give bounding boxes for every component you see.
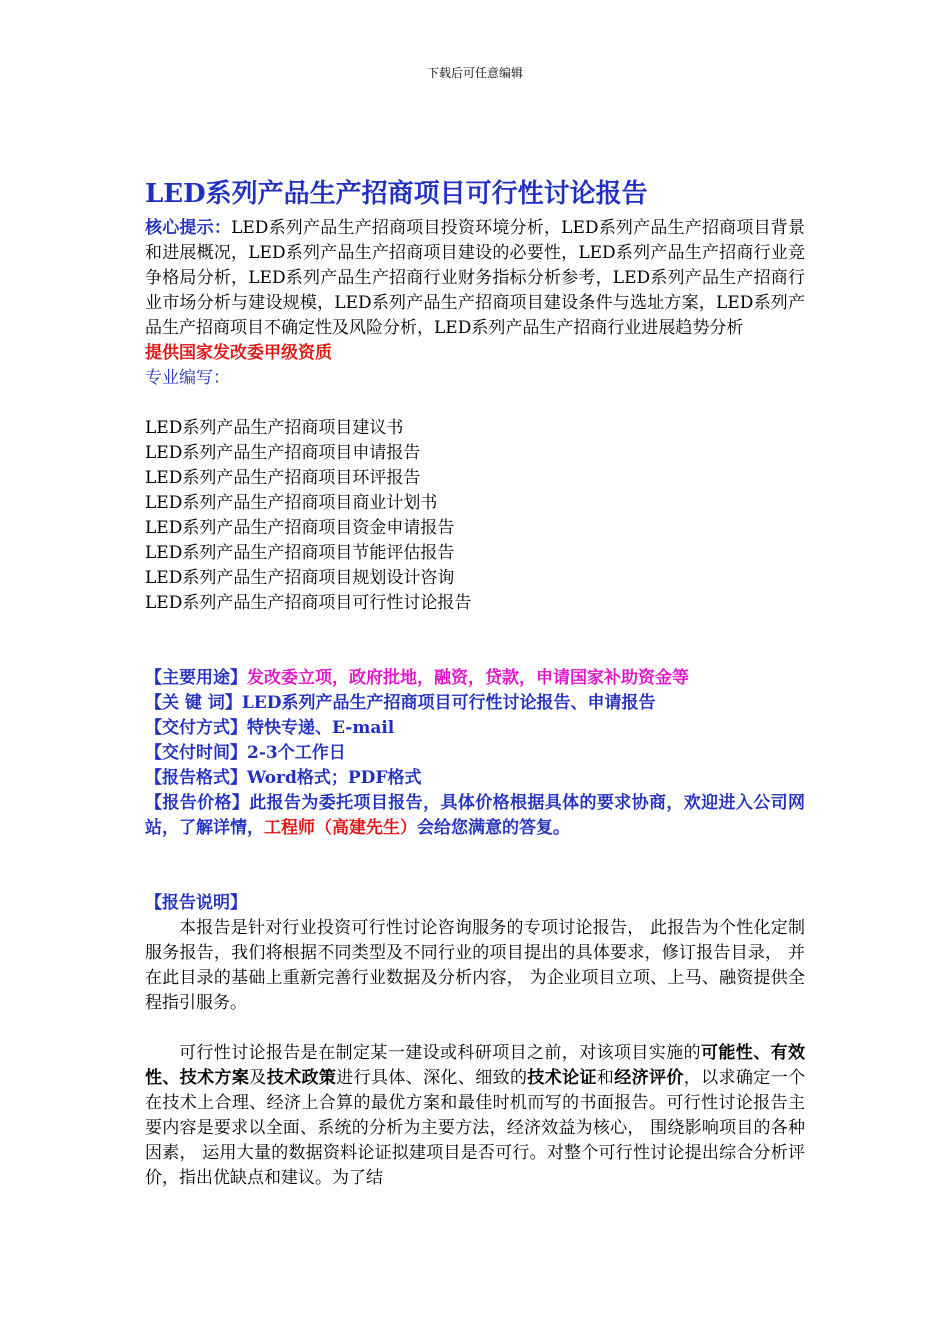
page-title: LED系列产品生产招商项目可行性讨论报告 bbox=[145, 179, 648, 209]
list-item: LED系列产品生产招商项目环评报告 bbox=[145, 468, 421, 488]
para2-bold-6: 经济评价 bbox=[614, 1068, 684, 1088]
keywords-value: LED系列产品生产招商项目可行性讨论报告、申请报告 bbox=[241, 693, 656, 713]
info-usage bbox=[145, 666, 805, 691]
report-type-list bbox=[145, 416, 805, 616]
info-keywords bbox=[145, 691, 805, 716]
professional-label: 专业编写： bbox=[145, 368, 230, 388]
list-item: LED系列产品生产招商项目资金申请报告 bbox=[145, 518, 455, 538]
list-item: LED系列产品生产招商项目节能评估报告 bbox=[145, 543, 455, 563]
info-time bbox=[145, 741, 805, 766]
info-section bbox=[145, 666, 805, 841]
list-item: LED系列产品生产招商项目商业计划书 bbox=[145, 493, 438, 513]
price-value-engineer: 工程师（高建先生） bbox=[264, 818, 417, 838]
price-value-1: 此报告为委托项目报告，具体价格根据具体的要求协商，欢迎进入公司网站，了解详情， bbox=[145, 793, 806, 838]
usage-label: 【主要用途】 bbox=[145, 668, 247, 688]
delivery-label: 【交付方式】 bbox=[145, 718, 247, 738]
keywords-label: 【关 键 词】 bbox=[145, 693, 242, 713]
qualification-text: 提供国家发改委甲级资质 bbox=[145, 343, 332, 363]
info-price bbox=[145, 791, 805, 841]
report-desc-label: 【报告说明】 bbox=[145, 893, 247, 913]
para2-sep-1: 、 bbox=[753, 1043, 771, 1063]
header-note: 下载后可任意编辑 bbox=[426, 66, 523, 80]
para2-sep-4: 和 bbox=[596, 1068, 615, 1088]
format-label: 【报告格式】 bbox=[145, 768, 247, 788]
core-tip-label: 核心提示： bbox=[145, 218, 232, 238]
para2-text-c: 进行具体、深化、细致的 bbox=[336, 1068, 528, 1088]
time-value: 2-3个工作日 bbox=[247, 743, 346, 763]
document-body bbox=[145, 176, 805, 1191]
report-desc-para1: 本报告是针对行业投资可行性讨论咨询服务的专项讨论报告， 此报告为个性化定制服务报告，我们将根据不同类型及不同行业的项目提出的具体要求，修订报告目录， 并在此目录的基础上重新完善行业数据及分析内容， 为企业项目立项、上马、融资提供全程指引服务。 bbox=[145, 918, 805, 1013]
para2-bold-2: 有效性 bbox=[145, 1043, 806, 1088]
core-tip bbox=[145, 216, 805, 341]
list-item: LED系列产品生产招商项目规划设计咨询 bbox=[145, 568, 455, 588]
para2-bold-4: 技术政策 bbox=[266, 1068, 337, 1088]
delivery-value: 特快专递、E-mail bbox=[247, 718, 395, 738]
para2-text-d: ，以求确定一个在技术上合理、经济上合算的最优方案和最佳时机而写的书面报告。可行性讨论报告主要内容是要求以全面、系统的分析为主要方法，经济效益为核心， 围绕影响项目的各种因素， 运用大量的数据资料论证拟建项目是否可行。对整个可行性讨论提出综合分析评价，指出优缺点和建议。为了结 bbox=[145, 1068, 806, 1188]
para2-text-a: 可行性讨论报告是在制定某一建设或科研项目之前，对该项目实施的 bbox=[179, 1043, 701, 1063]
info-delivery bbox=[145, 716, 805, 741]
time-label: 【交付时间】 bbox=[145, 743, 247, 763]
price-value-2: 会给您满意的答复。 bbox=[417, 818, 570, 838]
usage-value: 发改委立项，政府批地，融资，贷款，申请国家补助资金等 bbox=[247, 668, 689, 688]
price-label: 【报告价格】 bbox=[145, 793, 250, 813]
core-tip-text: LED系列产品生产招商项目投资环境分析，LED系列产品生产招商项目背景和进展概况，LED系列产品生产招商项目建设的必要性，LED系列产品生产招商行业竞争格局分析，LED系列产品生产招商行业财务指标分析参考，LED系列产品生产招商行业市场分析与建设规模，LED系列产品生产招商项目建设条件与选址方案，LED系列产品生产招商项目不确定性及风险分析，LED系列产品生产招商行业进展趋势分析 bbox=[145, 218, 806, 338]
format-value: Word格式；PDF格式 bbox=[247, 768, 422, 788]
list-item: LED系列产品生产招商项目建议书 bbox=[145, 418, 404, 438]
para2-sep-3: 及 bbox=[249, 1068, 267, 1088]
info-format bbox=[145, 766, 805, 791]
para2-bold-5: 技术论证 bbox=[527, 1068, 597, 1088]
para2-sep-2: 、 bbox=[162, 1068, 180, 1088]
list-item: LED系列产品生产招商项目申请报告 bbox=[145, 443, 421, 463]
list-item: LED系列产品生产招商项目可行性讨论报告 bbox=[145, 593, 472, 613]
para2-bold-1: 可能性 bbox=[701, 1043, 754, 1063]
para2-bold-3: 技术方案 bbox=[179, 1068, 250, 1088]
report-desc-para2 bbox=[145, 1041, 805, 1191]
